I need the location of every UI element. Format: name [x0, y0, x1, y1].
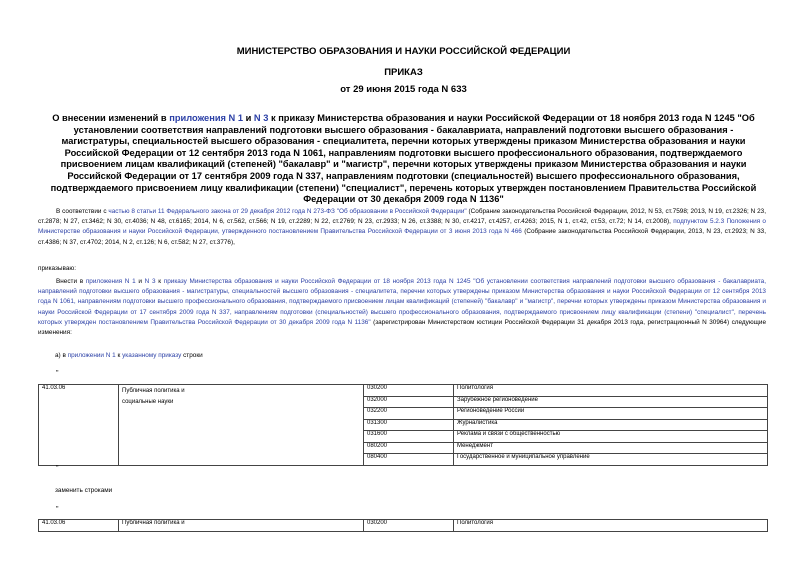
specialty-code-cell: 080400	[364, 454, 454, 466]
preamble-text-2: (Собрание законодательства Российской Федерации, 2012, N 53, ст.7598; 2013, N 19, ст.2326; N 23, ст.2878; N 27, ст.3462; N 30, ст.4036; N 48, ст.6165; 2014, N 6, ст.562, ст.566; N 19, ст.2289; N 22, ст.2769; N 23, ст.2933; N 26, ст.3388; N 30, ст.4217, ст.4257, ст.4263; 2015, N 1, ст.42, ст.53, ст.72; N 14, ст.2008),	[38, 208, 766, 226]
table-row	[39, 520, 768, 532]
direction-code-cell: 41.03.06	[39, 520, 119, 532]
specialty-code-cell: 080200	[364, 442, 454, 454]
specialty-name-cell: Реклама и связи с общественностью	[454, 431, 768, 443]
title-prefix: О внесении изменений в	[52, 113, 170, 123]
specialty-code-cell: 032200	[364, 408, 454, 420]
specialty-code-cell: 030200	[364, 520, 454, 532]
specialty-name-cell: Зарубежное регионоведение	[454, 396, 768, 408]
specialty-code-cell: 031300	[364, 419, 454, 431]
item-a-text-1: а) в	[55, 352, 68, 359]
direction-code-cell: 41.03.06	[39, 385, 119, 466]
main-paragraph	[38, 277, 766, 338]
quote-mark: "	[56, 370, 59, 377]
title-and: и	[243, 113, 254, 123]
item-a-text-3: строки	[181, 352, 203, 359]
specialty-name-cell: Журналистика	[454, 419, 768, 431]
main-link-appendix-1[interactable]: приложения N 1	[85, 278, 136, 285]
item-a-text-2: к	[115, 352, 123, 359]
main-text-3: (зарегистрирован Министерством юстиции Российской Федерации 31 декабря 2013 года, регистрационный N 30964) следующие изменения:	[38, 318, 767, 337]
item-a-link-appendix[interactable]: приложении N 1	[67, 352, 116, 359]
document-type: ПРИКАЗ	[384, 67, 423, 78]
title-link-appendix-1[interactable]: приложения N 1	[169, 113, 244, 123]
specialty-name-cell: Регионоведение России	[454, 408, 768, 420]
main-text-2: к	[155, 278, 164, 285]
table-row	[39, 385, 768, 397]
replace-instruction: заменить строками	[55, 487, 113, 494]
main-text-1: Внести в	[56, 278, 86, 285]
specialty-code-cell: 030200	[364, 385, 454, 397]
title-link-appendix-3[interactable]: N 3	[253, 113, 269, 123]
specialty-name-cell: Государственное и муниципальное управление	[454, 454, 768, 466]
preamble-link-law[interactable]: частью 8 статьи 11 Федерального закона от 29 декабря 2012 года N 273-ФЗ "Об образовании в Российской Федерации"	[108, 208, 467, 215]
quote-mark: "	[56, 506, 59, 513]
direction-name-cell	[119, 385, 364, 466]
preamble-paragraph	[38, 207, 766, 248]
specialty-code-cell: 031600	[364, 431, 454, 443]
main-link-appendix-3[interactable]: N 3	[144, 278, 156, 285]
new-rows-table	[38, 519, 768, 532]
ministry-heading: МИНИСТЕРСТВО ОБРАЗОВАНИЯ И НАУКИ РОССИЙСКОЙ ФЕДЕРАЦИИ	[236, 46, 571, 57]
item-a-link-order[interactable]: указанному приказу	[122, 352, 182, 359]
document-title	[50, 113, 757, 206]
preamble-link-regulation[interactable]: подпунктом 5.2.3 Положения о Министерстве образования и науки Российской Федерации, утвержденного постановлением Правительства Российской Федерации от 3 июня 2013 года N 466	[38, 218, 766, 236]
main-link-order[interactable]: приказу Министерства образования и науки Российской Федерации от 18 ноября 2013 года N 1245 "Об установлении соответствия направлений подготовки высшего образования - бакалавриата, направлений подготовки высшего образования - магистратуры, специальностей высшего образования - специалитета, перечни которых утверждены приказом Министерства образования и науки Российской Федерации от 12 сентября 2013 года N 1061, направлениям подготовки высшего профессионального образования, подтверждаемого присвоением лицам квалификаций (степеней) "бакалавр" и "магистр", перечни которых утверждены приказом Министерства образования и науки Российской Федерации от 17 сентября 2009 года N 337, направлениям подготовки (специальностей) высшего профессионального образования, подтверждаемого присвоением лицу квалификации (степени) "специалист", перечень которых утвержден постановлением Правительства Российской Федерации от 30 декабря 2009 года N 1136"	[38, 278, 766, 326]
title-body: к приказу Министерства образования и науки Российской Федерации от 18 ноября 2013 года N 1245 "Об установлении соответствия направлений подготовки высшего образования - бакалавриата, направлений подготовки высшего образования - магистратуры, специальностей высшего образования - специалитета, перечни которых утверждены приказом Министерства образования и науки Российской Федерации от 12 сентября 2013 года N 1061, направлениям подготовки высшего профессионального образования, подтверждаемого присвоением лицам квалификаций (степеней) "бакалавр" и "магистр", перечни которых утверждены приказом Министерства образования и науки Российской Федерации от 17 сентября 2009 года N 337, направлениям подготовки (специальностей) высшего профессионального образования, подтверждаемого присвоением лицу квалификации (степени) "специалист", перечень которых утвержден постановлением Правительства Российской Федерации от 30 декабря 2009 года N 1136"	[50, 113, 757, 205]
specialty-name-cell: Политология	[454, 520, 768, 532]
direction-name-cell: Публичная политика и	[119, 520, 364, 532]
specialty-code-cell: 032000	[364, 396, 454, 408]
preamble-text-1: В соответствии с	[56, 208, 109, 215]
specialty-name-cell: Политология	[454, 385, 768, 397]
specialty-name-cell: Менеджмент	[454, 442, 768, 454]
direction-name-line-2: социальные науки	[122, 398, 174, 405]
direction-name-line-1: Публичная политика и	[122, 388, 185, 394]
item-a	[55, 352, 203, 359]
order-word: приказываю:	[38, 265, 76, 272]
main-and: и	[135, 278, 145, 285]
quote-mark: "	[56, 465, 59, 472]
old-rows-table	[38, 384, 768, 466]
document-date-number: от 29 июня 2015 года N 633	[340, 84, 467, 95]
preamble-text-3: (Собрание законодательства Российской Федерации, 2013, N 23, ст.2923; N 33, ст.4386; N 37, ст.4702; 2014, N 2, ст.126; N 6, ст.582; N 27, ст.3776),	[38, 228, 766, 246]
